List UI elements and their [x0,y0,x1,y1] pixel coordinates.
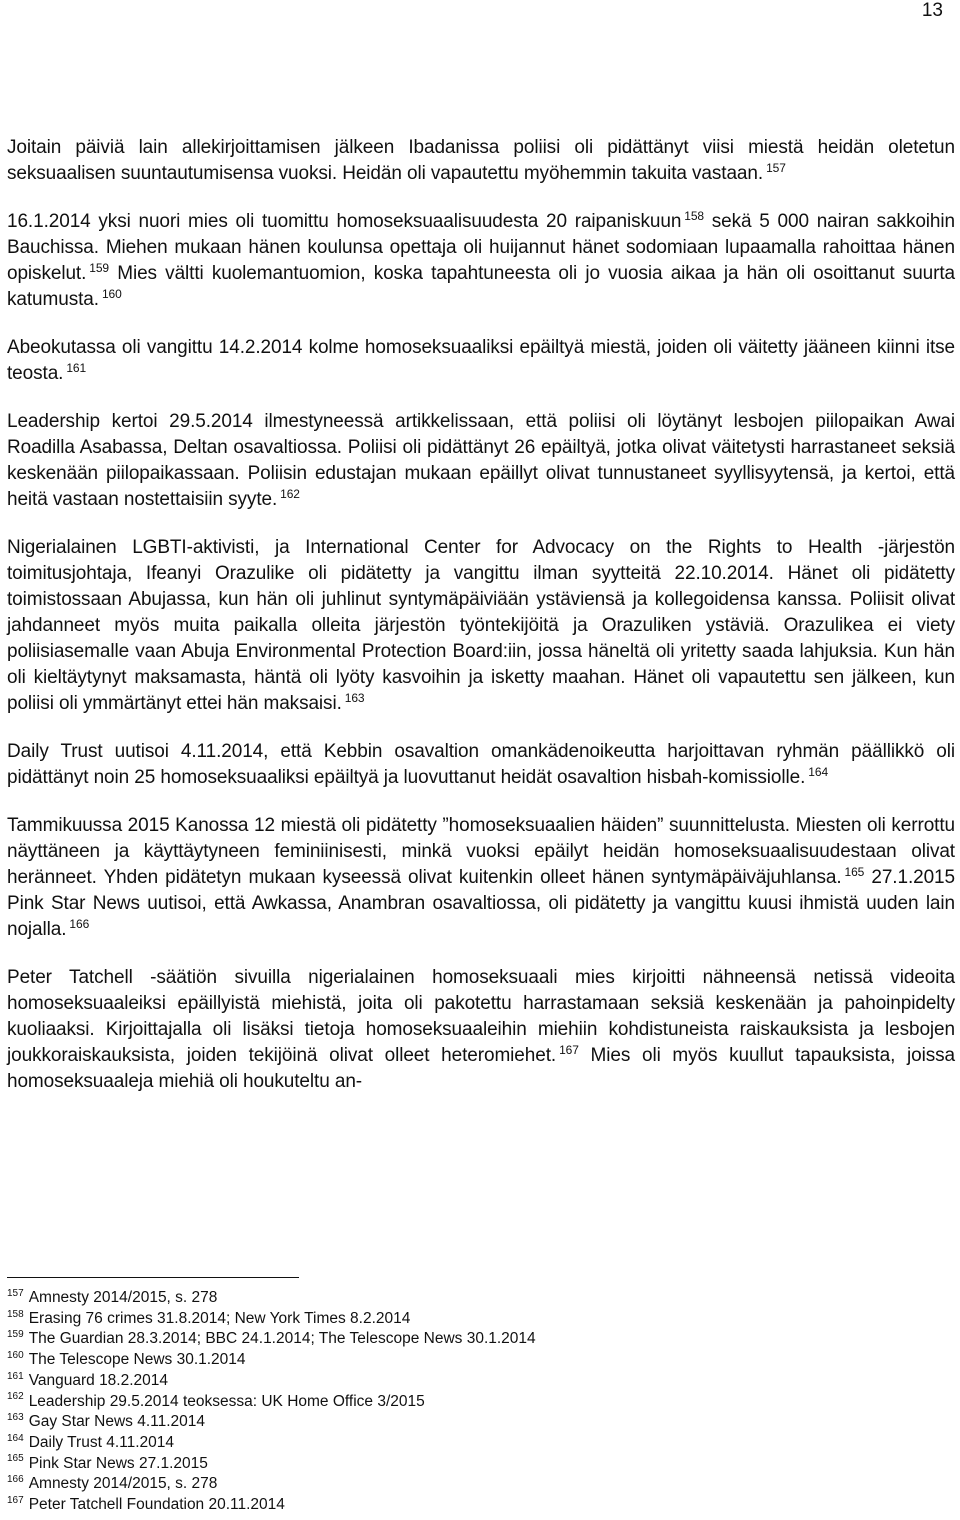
paragraph [7,335,955,387]
footnote-ref[interactable]: 160 [101,286,122,301]
page-number: 13 [921,0,943,21]
footnote-separator [7,1277,299,1278]
paragraph-text: Peter Tatchell -säätiön sivuilla nigerialainen homoseksuaali mies kirjoitti nähneensä netissä videoita homoseksuaaleiksi epäillyistä miehistä, joita oli pakotettu harrastamaan seksiä keskenään ja pahoinpidelty kuoliaaksi. Kirjoittajalla oli lisäksi tietoja homoseksuaaleihin miehiin kohdistuneista raiskauksista ja lesbojen joukkoraiskauksista, joiden tekijöinä olivat olleet heteromiehet. [7,967,955,1066]
paragraph-text: Mies vältti kuolemantuomion, koska tapahtuneesta oli jo vuosia aikaa ja hän oli osoittanut suurta katumusta. [7,263,955,310]
footnote [7,1309,907,1330]
footnote-ref[interactable]: 162 [280,486,300,501]
footnote-number: 158 [7,1308,24,1320]
paragraph-text: Leadership kertoi 29.5.2014 ilmestyneessä artikkelissaan, että poliisi oli löytänyt lesbojen piilopaikan Awai Roadilla Asabassa, Deltan osavaltiossa. Poliisi oli pidättänyt 26 epäiltyä, jotka olivat väitetysti harrastaneet seksiä keskenään piilopaikassaan. Poliisin edustajan mukaan epäillyt olivat tunnustaneet syyllisyytensä, ja kertoi, että heitä vastaan nostettaisiin syyte. [7,411,955,510]
footnote-ref[interactable]: 163 [344,690,365,705]
footnote-number: 157 [7,1287,24,1299]
footnote [7,1495,907,1516]
paragraph [7,813,955,943]
paragraph-text: Tammikuussa 2015 Kanossa 12 miestä oli pidätetty ”homoseksuaalien häiden” suunnittelusta. Miesten oli kerrottu näyttäneen ja käyttäytyneen feminiinisesti, minkä vuoksi epäilyt heidän homoseksuaalisuudestaan olivat heränneet. Yhden pidätetyn mukaan kyseessä olivat kuitenkin olleet hänen syntymäpäiväjuhlansa. [7,815,955,888]
paragraph-text: 16.1.2014 yksi nuori mies oli tuomittu homoseksuaalisuudesta 20 raipaniskuun [7,211,682,232]
footnote-ref[interactable]: 161 [66,360,87,375]
paragraph [7,209,955,313]
footnote-ref[interactable]: 166 [69,916,90,931]
footnote-text: Amnesty 2014/2015, s. 278 [28,1475,218,1493]
footnote [7,1454,907,1475]
footnote-text: Gay Star News 4.11.2014 [28,1413,206,1431]
footnote-number: 163 [7,1412,24,1424]
footnote-number: 164 [7,1432,24,1444]
footnote-number: 165 [7,1453,24,1465]
footnote-number: 166 [7,1474,24,1486]
footnote-text: Daily Trust 4.11.2014 [28,1433,175,1451]
paragraph [7,739,955,791]
footnotes [7,1288,907,1516]
footnote [7,1350,907,1371]
body-text [7,135,955,1117]
footnote-ref[interactable]: 167 [559,1042,579,1057]
paragraph-text: Daily Trust uutisoi 4.11.2014, että Kebbin osavaltion omankädenoikeutta harjoittavan ryhmän päällikkö oli pidättänyt noin 25 homoseksuaaliksi epäiltyä ja luovuttanut heidät osavaltion hisbah-komissiolle. [7,741,955,788]
footnote [7,1371,907,1392]
footnote [7,1288,907,1309]
footnote-text: Leadership 29.5.2014 teoksessa: UK Home Office 3/2015 [28,1392,425,1410]
footnote-number: 161 [7,1370,24,1382]
footnote-text: Erasing 76 crimes 31.8.2014; New York Times 8.2.2014 [28,1309,411,1327]
footnote-text: Peter Tatchell Foundation 20.11.2014 [28,1496,285,1514]
footnote [7,1474,907,1495]
footnote-ref[interactable]: 157 [766,160,786,175]
footnote-number: 167 [7,1494,24,1506]
footnote-text: The Telescope News 30.1.2014 [28,1351,246,1369]
paragraph-text: 27.1.2015 Pink Star News uutisoi, että Awkassa, Anambran osavaltiossa, oli pidätetty ja vangittu kuusi ihmistä uuden lain nojalla. [7,867,955,940]
paragraph [7,409,955,513]
footnote-text: The Guardian 28.3.2014; BBC 24.1.2014; The Telescope News 30.1.2014 [28,1330,536,1348]
footnote [7,1329,907,1350]
paragraph-text: Abeokutassa oli vangittu 14.2.2014 kolme homoseksuaaliksi epäiltyä miestä, joiden oli väitetty jääneen kiinni itse teosta. [7,337,955,384]
paragraph [7,965,955,1095]
paragraph-text: sekä 5 000 nairan sakkoihin Bauchissa. Miehen mukaan hänen koulunsa opettaja oli huijannut hänet sodomiaan lupaamalla rahoittaa hänen opiskelut. [7,211,955,284]
footnote-ref[interactable]: 165 [844,864,865,879]
paragraph-text: Nigerialainen LGBTI-aktivisti, ja International Center for Advocacy on the Rights to Health -järjestön toimitusjohtaja, Ifeanyi Orazulike oli pidätetty ja vangittu ilman syytteitä 22.10.2014. Hänet oli pidätetty toimistossaan Abujassa, kun hän oli juhlinut syntymäpäiviään ystäviensä ja kollegoidensa kanssa. Poliisit olivat jahdanneet myös muita paikalla olleita järjestön työntekijöitä ja Orazuliken ystäviä. Orazulikea ei viety poliisiasemalle vaan Abuja Environmental Protection Board:iin, jossa häneltä oli yritetty saada lahjuksia. Kun hän oli kieltäytynyt maksamasta, häntä oli lyöty kasvoihin ja isketty maahan. Hänet oli vapautettu sen jälkeen, kun poliisi oli ymmärtänyt ettei hän maksaisi. [7,537,955,714]
footnote [7,1412,907,1433]
footnote-ref[interactable]: 159 [89,260,110,275]
footnote-ref[interactable]: 158 [684,208,705,223]
footnote-number: 162 [7,1391,24,1403]
footnote-ref[interactable]: 164 [808,764,829,779]
footnote-number: 159 [7,1329,24,1341]
footnote-text: Pink Star News 27.1.2015 [28,1454,208,1472]
footnote [7,1433,907,1454]
paragraph [7,535,955,717]
paragraph-text: Mies oli myös kuullut tapauksista, joissa homoseksuaaleja miehiä oli houkuteltu an- [7,1045,955,1092]
footnote-number: 160 [7,1349,24,1361]
paragraph-text: Joitain päiviä lain allekirjoittamisen jälkeen Ibadanissa poliisi oli pidättänyt viisi miestä heidän oletetun seksuaalisen suuntautumisensa vuoksi. Heidän oli vapautettu myöhemmin takuita vastaan. [7,137,955,184]
footnote-text: Vanguard 18.2.2014 [28,1371,169,1389]
footnote-text: Amnesty 2014/2015, s. 278 [28,1289,218,1306]
paragraph [7,135,955,187]
footnote [7,1392,907,1413]
